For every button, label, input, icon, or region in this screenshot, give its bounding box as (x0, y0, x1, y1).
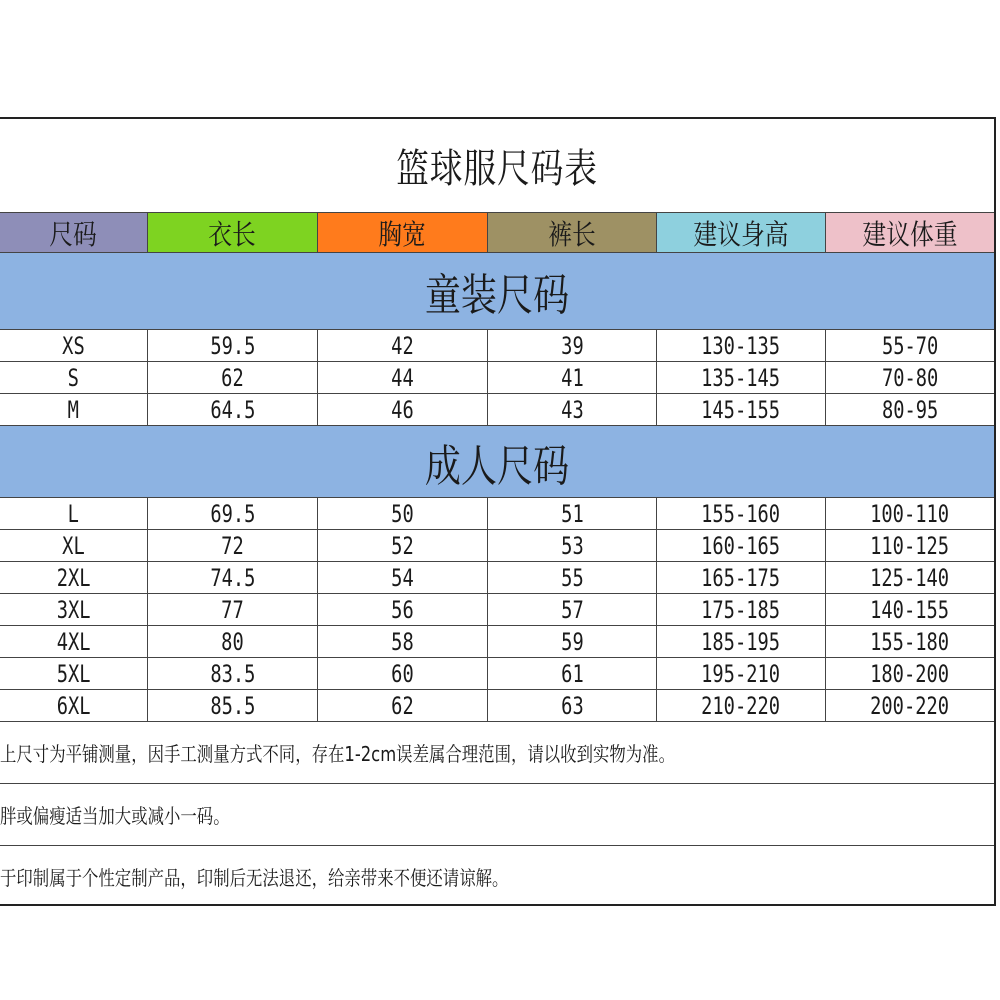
cell-value: 100-110 (870, 499, 950, 528)
header-label: 建议身高 (693, 217, 789, 251)
cell-value: 155-180 (870, 627, 950, 656)
cell-length (148, 362, 318, 393)
cell-length (148, 530, 318, 561)
cell-length (148, 498, 318, 529)
cell-value: 57 (560, 595, 584, 624)
cell-value: 62 (391, 691, 414, 720)
cell-value: 44 (391, 363, 414, 392)
cell-value: 155-160 (701, 499, 781, 528)
cell-pants-length (488, 562, 657, 593)
cell-pants-length (488, 362, 657, 393)
note-text: 上尺寸为平铺测量，因手工测量方式不同，存在1-2cm误差属合理范围，请以收到实物为准。 (0, 742, 675, 766)
cell-value: 72 (221, 531, 244, 560)
cell-chest (318, 690, 488, 721)
header-pants-length (488, 213, 657, 252)
kids-section-label: 童装尺码 (424, 270, 570, 321)
cell-value: 80-95 (881, 395, 939, 424)
header-label: 衣长 (208, 217, 257, 251)
cell-value: 5XL (56, 659, 91, 688)
cell-value: 85.5 (209, 691, 256, 720)
cell-value: 110-125 (870, 531, 950, 560)
cell-value: 54 (391, 563, 414, 592)
cell-value: 56 (391, 595, 414, 624)
table-row (0, 498, 994, 530)
cell-value: 61 (560, 659, 584, 688)
cell-value: 185-195 (701, 627, 781, 656)
cell-value: 210-220 (701, 691, 781, 720)
cell-value: S (67, 363, 80, 392)
cell-chest (318, 594, 488, 625)
header-label: 裤长 (548, 217, 596, 251)
cell-value: 42 (391, 331, 414, 360)
cell-pants-length (488, 394, 657, 425)
note-line (0, 722, 994, 784)
cell-value: 59 (560, 627, 584, 656)
table-row (0, 594, 994, 626)
cell-value: 4XL (56, 627, 91, 656)
cell-height (657, 562, 826, 593)
cell-value: 160-165 (701, 531, 781, 560)
cell-weight (826, 530, 994, 561)
cell-size (0, 362, 148, 393)
cell-height (657, 594, 826, 625)
cell-value: 200-220 (870, 691, 950, 720)
cell-pants-length (488, 626, 657, 657)
cell-length (148, 626, 318, 657)
cell-weight (826, 362, 994, 393)
table-row (0, 658, 994, 690)
cell-length (148, 330, 318, 361)
adults-section-band (0, 426, 994, 498)
note-line (0, 784, 994, 846)
cell-value: 83.5 (209, 659, 256, 688)
cell-value: 74.5 (209, 563, 256, 592)
cell-size (0, 330, 148, 361)
cell-weight (826, 562, 994, 593)
cell-size (0, 530, 148, 561)
header-label: 建议体重 (862, 217, 958, 251)
header-weight (826, 213, 994, 252)
size-chart (0, 117, 996, 906)
cell-length (148, 658, 318, 689)
cell-size (0, 594, 148, 625)
cell-size (0, 562, 148, 593)
cell-weight (826, 594, 994, 625)
cell-value: 63 (560, 691, 584, 720)
header-label: 尺码 (49, 217, 98, 251)
cell-size (0, 498, 148, 529)
cell-height (657, 394, 826, 425)
cell-chest (318, 658, 488, 689)
cell-value: M (67, 395, 80, 424)
cell-weight (826, 626, 994, 657)
cell-value: 39 (560, 331, 584, 360)
cell-length (148, 394, 318, 425)
cell-value: 3XL (56, 595, 91, 624)
header-label: 胸宽 (378, 217, 427, 251)
cell-length (148, 690, 318, 721)
cell-value: 41 (560, 363, 584, 392)
header-height (657, 213, 826, 252)
cell-chest (318, 562, 488, 593)
cell-value: 130-135 (701, 331, 781, 360)
chart-title: 篮球服尺码表 (396, 146, 598, 192)
cell-height (657, 626, 826, 657)
cell-length (148, 562, 318, 593)
cell-length (148, 594, 318, 625)
cell-value: 135-145 (701, 363, 781, 392)
cell-value: 2XL (56, 563, 91, 592)
cell-height (657, 330, 826, 361)
cell-value: 80 (221, 627, 244, 656)
cell-value: 55 (560, 563, 584, 592)
cell-chest (318, 530, 488, 561)
cell-height (657, 362, 826, 393)
table-row (0, 330, 994, 362)
cell-weight (826, 330, 994, 361)
cell-value: 58 (391, 627, 414, 656)
table-row (0, 690, 994, 722)
cell-pants-length (488, 658, 657, 689)
header-size (0, 213, 148, 252)
kids-section-band (0, 253, 994, 330)
cell-value: 6XL (56, 691, 91, 720)
cell-pants-length (488, 594, 657, 625)
cell-size (0, 658, 148, 689)
header-length (148, 213, 318, 252)
cell-weight (826, 658, 994, 689)
cell-height (657, 530, 826, 561)
header-chest (318, 213, 488, 252)
table-row (0, 394, 994, 426)
cell-size (0, 690, 148, 721)
cell-chest (318, 626, 488, 657)
cell-value: 52 (391, 531, 414, 560)
cell-height (657, 690, 826, 721)
cell-value: 70-80 (881, 363, 939, 392)
cell-value: L (67, 499, 80, 528)
cell-weight (826, 690, 994, 721)
cell-value: 140-155 (870, 595, 950, 624)
cell-value: XL (62, 531, 85, 560)
cell-weight (826, 394, 994, 425)
table-row (0, 626, 994, 658)
cell-value: 60 (391, 659, 414, 688)
cell-value: 125-140 (870, 563, 950, 592)
cell-value: 180-200 (870, 659, 950, 688)
cell-size (0, 626, 148, 657)
cell-value: 46 (391, 395, 414, 424)
cell-value: 55-70 (881, 331, 939, 360)
note-line (0, 846, 994, 906)
cell-value: 43 (560, 395, 584, 424)
cell-value: 64.5 (209, 395, 256, 424)
cell-value: 145-155 (701, 395, 781, 424)
cell-weight (826, 498, 994, 529)
cell-pants-length (488, 690, 657, 721)
header-row (0, 212, 994, 253)
note-text: 胖或偏瘦适当加大或减小一码。 (0, 804, 230, 828)
cell-height (657, 658, 826, 689)
cell-pants-length (488, 530, 657, 561)
cell-height (657, 498, 826, 529)
cell-value: XS (62, 331, 85, 360)
cell-pants-length (488, 498, 657, 529)
cell-pants-length (488, 330, 657, 361)
cell-chest (318, 362, 488, 393)
note-text: 于印制属于个性定制产品，印制后无法退还，给亲带来不便还请谅解。 (0, 865, 509, 890)
cell-value: 62 (221, 363, 244, 392)
table-row (0, 562, 994, 594)
table-row (0, 530, 994, 562)
cell-chest (318, 394, 488, 425)
cell-chest (318, 330, 488, 361)
cell-value: 165-175 (701, 563, 781, 592)
cell-value: 59.5 (209, 331, 256, 360)
cell-value: 50 (391, 499, 414, 528)
adults-section-label: 成人尺码 (424, 440, 570, 492)
cell-value: 69.5 (209, 499, 256, 528)
cell-value: 195-210 (701, 659, 781, 688)
table-row (0, 362, 994, 394)
cell-chest (318, 498, 488, 529)
cell-value: 175-185 (701, 595, 781, 624)
cell-value: 77 (221, 595, 244, 624)
cell-value: 51 (560, 499, 584, 528)
cell-size (0, 394, 148, 425)
cell-value: 53 (560, 531, 584, 560)
